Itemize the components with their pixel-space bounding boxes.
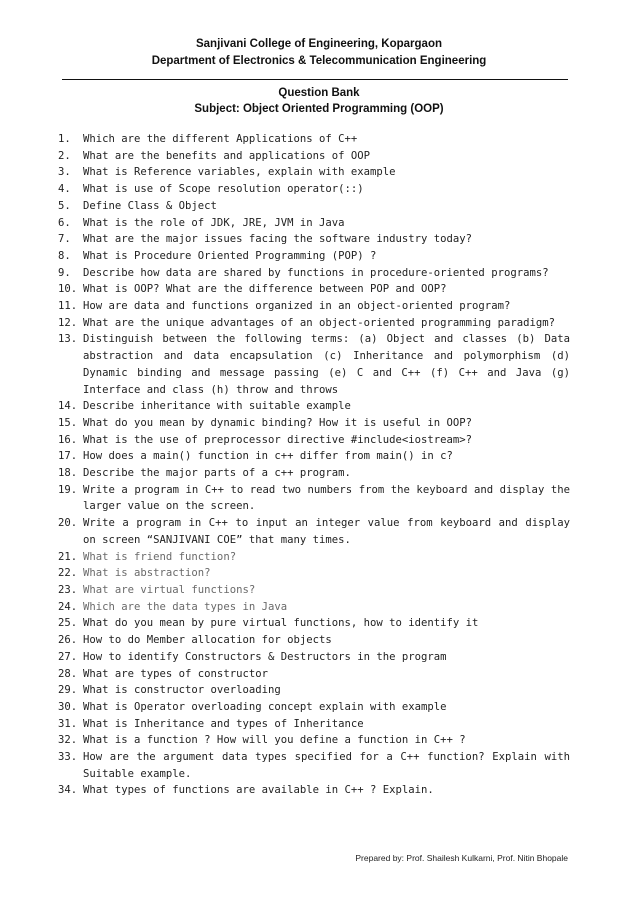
question-number: 17. xyxy=(58,450,78,463)
question-text: What are the unique advantages of an object-oriented programming paradigm? xyxy=(83,316,555,329)
prepared-by-footer: Prepared by: Prof. Shailesh Kulkarni, Prof. Nitin Bhopale xyxy=(355,853,568,863)
question-text: Describe the major parts of a c++ program. xyxy=(83,467,351,480)
question-number: 22. xyxy=(58,567,78,580)
question-text: Define Class & Object xyxy=(83,199,217,212)
question-number: 15. xyxy=(58,416,78,429)
question-text: What is constructor overloading xyxy=(83,684,281,697)
question-number: 26. xyxy=(58,634,78,647)
question-list xyxy=(58,131,570,799)
question-number: 3. xyxy=(58,166,71,179)
question-number: 1. xyxy=(58,133,71,145)
question-text: What is OOP? What are the difference between POP and OOP? xyxy=(83,283,447,296)
question-text: What is Operator overloading concept explain with example xyxy=(83,700,447,713)
list-item xyxy=(58,432,570,449)
question-text: What is Procedure Oriented Programming (POP) ? xyxy=(83,249,377,262)
question-number: 34. xyxy=(58,784,78,797)
question-number: 2. xyxy=(58,149,71,162)
question-number: 6. xyxy=(58,216,71,229)
question-text: What do you mean by pure virtual functions, how to identify it xyxy=(83,617,479,630)
list-item xyxy=(58,482,570,515)
question-text: How to identify Constructors & Destructors in the program xyxy=(83,650,447,663)
question-text: Distinguish between the following terms: (a) Object and classes (b) Data abstraction and data encapsulation (c) Inheritance and polymorphism (d) Dynamic binding and message passing (e) C and C++ (f) C++ and Java (g) Interface and class (h) throw and throws xyxy=(83,333,570,396)
list-item xyxy=(58,248,570,265)
list-item xyxy=(58,716,570,733)
document-title: Question Bank xyxy=(278,87,360,99)
question-number: 4. xyxy=(58,183,71,196)
question-text: What do you mean by dynamic binding? How it is useful in OOP? xyxy=(83,416,473,429)
question-number: 23. xyxy=(58,583,78,596)
question-text: How to do Member allocation for objects xyxy=(83,634,332,647)
question-text: How does a main() function in c++ differ from main() in c? xyxy=(83,450,453,463)
list-item xyxy=(58,198,570,215)
list-item xyxy=(58,331,570,398)
question-number: 7. xyxy=(58,233,71,246)
question-text: How are data and functions organized in an object-oriented program? xyxy=(83,300,511,313)
list-item xyxy=(58,415,570,432)
list-item xyxy=(58,749,570,782)
list-item xyxy=(58,699,570,716)
question-text: What are the major issues facing the software industry today? xyxy=(83,233,473,246)
list-item xyxy=(58,465,570,482)
list-item xyxy=(58,315,570,332)
question-text: What is friend function? xyxy=(83,550,237,563)
question-number: 5. xyxy=(58,199,71,212)
list-item xyxy=(58,682,570,699)
college-name: Sanjivani College of Engineering, Kopargaon xyxy=(195,38,442,50)
list-item xyxy=(58,599,570,616)
subject-title: Subject: Object Oriented Programming (OOP) xyxy=(194,103,444,115)
question-text: What are the benefits and applications of OOP xyxy=(83,149,371,162)
question-text: What is abstraction? xyxy=(83,567,211,580)
question-number: 13. xyxy=(58,333,78,346)
question-text: What is a function ? How will you define a function in C++ ? xyxy=(83,734,466,747)
question-text: What are types of constructor xyxy=(83,667,268,680)
list-item xyxy=(58,732,570,749)
question-number: 8. xyxy=(58,249,71,262)
question-text: Which are the data types in Java xyxy=(83,600,288,613)
list-item xyxy=(58,448,570,465)
list-item xyxy=(58,615,570,632)
list-item xyxy=(58,298,570,315)
question-number: 31. xyxy=(58,717,78,730)
question-number: 9. xyxy=(58,266,71,279)
question-number: 30. xyxy=(58,700,78,713)
question-number: 27. xyxy=(58,650,78,663)
list-item xyxy=(58,131,570,148)
header-divider xyxy=(62,79,568,80)
question-number: 18. xyxy=(58,467,78,480)
list-item xyxy=(58,782,570,799)
list-item xyxy=(58,549,570,566)
list-item xyxy=(58,231,570,248)
list-item xyxy=(58,666,570,683)
question-text: What is use of Scope resolution operator(::) xyxy=(83,183,364,196)
question-number: 16. xyxy=(58,433,78,446)
list-item xyxy=(58,565,570,582)
question-text: What is the role of JDK, JRE, JVM in Java xyxy=(83,216,345,229)
question-text: Write a program in C++ to input an integer value from keyboard and display on screen “SANJIVANI COE” that many times. xyxy=(83,517,570,546)
question-text: What types of functions are available in C++ ? Explain. xyxy=(83,784,434,797)
question-text: What is Inheritance and types of Inheritance xyxy=(83,717,364,730)
department-name: Department of Electronics & Telecommunication Engineering xyxy=(151,55,487,67)
question-text: What is Reference variables, explain with example xyxy=(83,166,396,179)
question-number: 10. xyxy=(58,283,78,296)
question-number: 11. xyxy=(58,300,78,313)
question-number: 14. xyxy=(58,400,78,413)
question-text: What are virtual functions? xyxy=(83,583,256,596)
question-text: What is the use of preprocessor directive #include<iostream>? xyxy=(83,433,473,446)
list-item xyxy=(58,649,570,666)
list-item xyxy=(58,398,570,415)
question-number: 21. xyxy=(58,550,78,563)
question-number: 29. xyxy=(58,684,78,697)
question-text: How are the argument data types specified for a C++ function? Explain with Suitable example. xyxy=(83,751,570,780)
question-number: 25. xyxy=(58,617,78,630)
list-item xyxy=(58,632,570,649)
question-number: 20. xyxy=(58,517,78,530)
list-item xyxy=(58,215,570,232)
question-text: Describe how data are shared by functions in procedure-oriented programs? xyxy=(83,266,549,279)
list-item xyxy=(58,582,570,599)
question-number: 19. xyxy=(58,483,78,496)
list-item xyxy=(58,181,570,198)
question-number: 24. xyxy=(58,600,78,613)
question-number: 12. xyxy=(58,316,78,329)
question-text: Write a program in C++ to read two numbers from the keyboard and display the larger value on the screen. xyxy=(83,483,570,513)
list-item xyxy=(58,281,570,298)
list-item xyxy=(58,515,570,548)
list-item xyxy=(58,148,570,165)
list-item xyxy=(58,164,570,181)
list-item xyxy=(58,265,570,282)
question-text: Describe inheritance with suitable example xyxy=(83,400,351,413)
question-number: 32. xyxy=(58,734,78,747)
question-number: 28. xyxy=(58,667,78,680)
question-number: 33. xyxy=(58,751,78,764)
question-text: Which are the different Applications of C++ xyxy=(83,133,358,145)
